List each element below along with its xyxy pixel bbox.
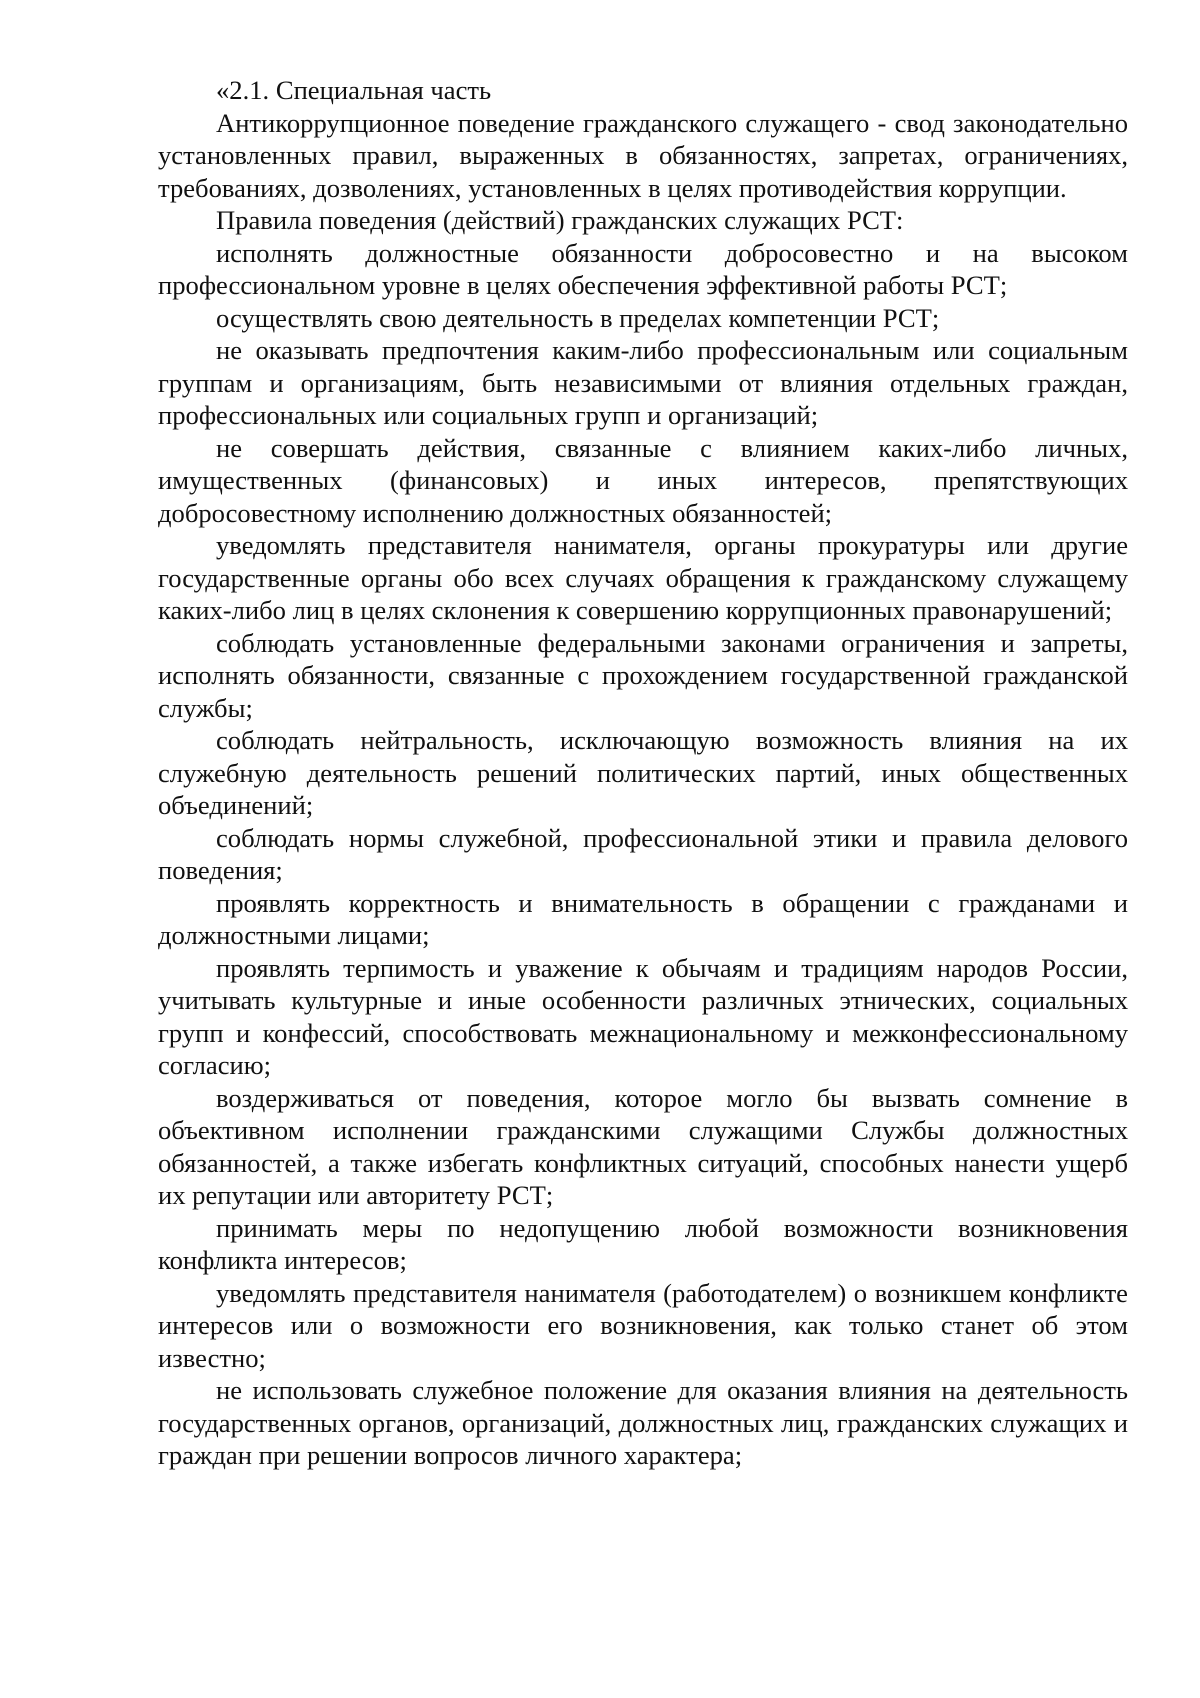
rule-item: соблюдать установленные федеральными законами ограничения и запреты, исполнять обязанности, связанные с прохождением государственной гражданской службы; bbox=[158, 627, 1128, 723]
rule-item: соблюдать нормы служебной, профессиональной этики и правила делового поведения; bbox=[158, 822, 1128, 885]
rule-item: не использовать служебное положение для оказания влияния на деятельность государственных органов, организаций, должностных лиц, гражданских служащих и граждан при решении вопросов личного характера; bbox=[158, 1375, 1128, 1470]
paragraph-definition: Антикоррупционное поведение гражданского служащего - свод законодательно установленных правил, выраженных в обязанностях, запретах, ограничениях, требованиях, дозволениях, установленных в целях противодействия коррупции. bbox=[158, 107, 1128, 203]
rule-item: проявлять терпимость и уважение к обычаям и традициям народов России, учитывать культурные и иные особенности различных этнических, социальных групп и конфессий, способствовать межнациональному и межконфессиональному согласию; bbox=[158, 952, 1128, 1080]
rule-item: воздерживаться от поведения, которое могло бы вызвать сомнение в объективном исполнении гражданскими служащими Службы должностных обязанностей, а также избегать конфликтных ситуаций, способных нанести ущерб их репутации или авторитету РСТ; bbox=[158, 1082, 1128, 1210]
document-body bbox=[158, 74, 1128, 1472]
section-heading: «2.1. Специальная часть bbox=[216, 75, 492, 105]
rule-item: соблюдать нейтральность, исключающую возможность влияния на их служебную деятельность решений политических партий, иных общественных объединений; bbox=[158, 725, 1128, 820]
rule-item: исполнять должностные обязанности добросовестно и на высоком профессиональном уровне в целях обеспечения эффективной работы РСТ; bbox=[158, 237, 1128, 300]
rule-item: проявлять корректность и внимательность в обращении с гражданами и должностными лицами; bbox=[158, 887, 1128, 950]
rule-item: не оказывать предпочтения каким-либо профессиональным или социальным группам и организациям, быть независимыми от влияния отдельных граждан, профессиональных или социальных групп и организаций; bbox=[158, 335, 1128, 430]
rule-item: не совершать действия, связанные с влиянием каких-либо личных, имущественных (финансовых) и иных интересов, препятствующих добросовестному исполнению должностных обязанностей; bbox=[158, 432, 1128, 528]
rule-item: уведомлять представителя нанимателя, органы прокуратуры или другие государственные органы обо всех случаях обращения к гражданскому служащему каких-либо лиц в целях склонения к совершению коррупционных правонарушений; bbox=[158, 530, 1128, 625]
paragraph-rules-intro: Правила поведения (действий) гражданских служащих РСТ: bbox=[216, 205, 904, 235]
rule-item: осуществлять свою деятельность в пределах компетенции РСТ; bbox=[216, 302, 940, 333]
rule-item: принимать меры по недопущению любой возможности возникновения конфликта интересов; bbox=[158, 1212, 1128, 1275]
rule-item: уведомлять представителя нанимателя (работодателем) о возникшем конфликте интересов или о возможности его возникновения, как только станет об этом известно; bbox=[158, 1277, 1128, 1373]
